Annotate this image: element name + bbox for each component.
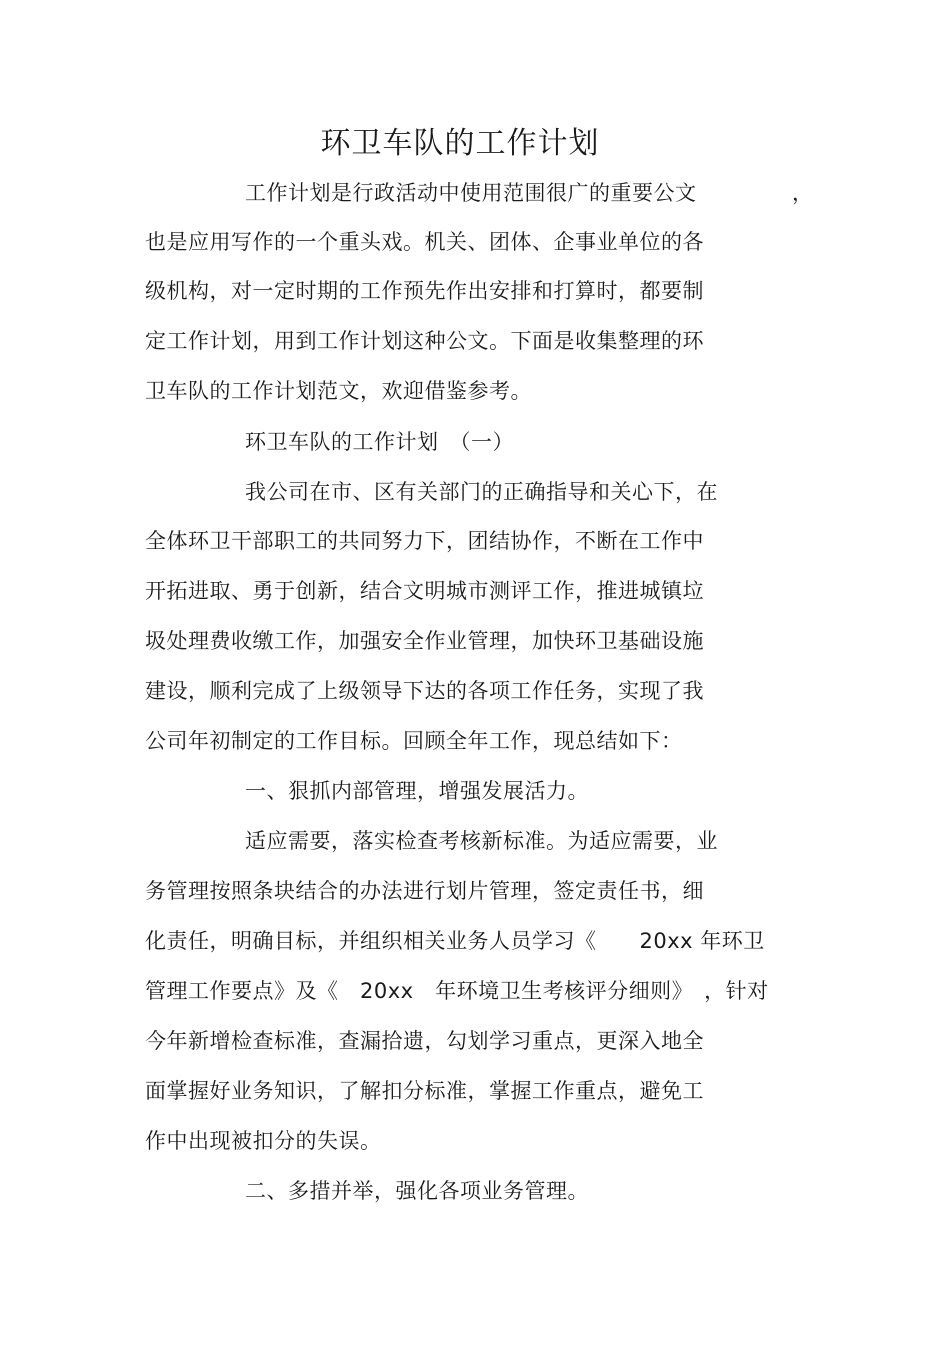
paragraph-line: 圾处理费收缴工作，加强安全作业管理，加快环卫基础设施 xyxy=(145,629,704,653)
paragraph-line: 工作计划是行政活动中使用范围很广的重要公文 xyxy=(245,181,697,205)
paragraph-line: 务管理按照条块结合的办法进行划片管理，签定责任书，细 xyxy=(145,879,704,903)
section-heading: 二、多措并举，强化各项业务管理。 xyxy=(245,1179,589,1203)
paragraph-line: 级机构，对一定时期的工作预先作出安排和打算时，都要制 xyxy=(145,279,704,303)
paragraph-line: 管理工作要点》及《 20xx 年环境卫生考核评分细则》 ，针对 xyxy=(145,979,769,1003)
paragraph-line: 开拓进取、勇于创新，结合文明城市测评工作，推进城镇垃 xyxy=(145,579,704,603)
paragraph-line: 化责任，明确目标，并组织相关业务人员学习《 20xx 年环卫 xyxy=(145,929,765,953)
paragraph-line: 我公司在市、区有关部门的正确指导和关心下，在 xyxy=(245,480,718,504)
paragraph-line: 全体环卫干部职工的共同努力下，团结协作，不断在工作中 xyxy=(145,529,704,553)
paragraph-comma: ， xyxy=(792,181,813,205)
paragraph-line: 卫车队的工作计划范文，欢迎借鉴参考。 xyxy=(145,379,532,403)
paragraph-line: 也是应用写作的一个重头戏。机关、团体、企事业单位的各 xyxy=(145,230,704,254)
section-heading: 一、狠抓内部管理，增强发展活力。 xyxy=(245,779,589,803)
paragraph-line: 今年新增检查标准，查漏拾遗，勾划学习重点，更深入地全 xyxy=(145,1029,704,1053)
paragraph-line: 定工作计划，用到工作计划这种公文。下面是收集整理的环 xyxy=(145,329,704,353)
section-heading: 环卫车队的工作计划 （一） xyxy=(245,430,514,454)
document-title: 环卫车队的工作计划 xyxy=(320,126,600,161)
paragraph-line: 建设，顺利完成了上级领导下达的各项工作任务，实现了我 xyxy=(145,679,704,703)
paragraph-line: 公司年初制定的工作目标。回顾全年工作，现总结如下： xyxy=(145,729,683,753)
paragraph-line: 面掌握好业务知识，了解扣分标准，掌握工作重点，避免工 xyxy=(145,1079,704,1103)
paragraph-line: 作中出现被扣分的失误。 xyxy=(145,1129,382,1153)
paragraph-line: 适应需要，落实检查考核新标准。为适应需要，业 xyxy=(245,829,718,853)
